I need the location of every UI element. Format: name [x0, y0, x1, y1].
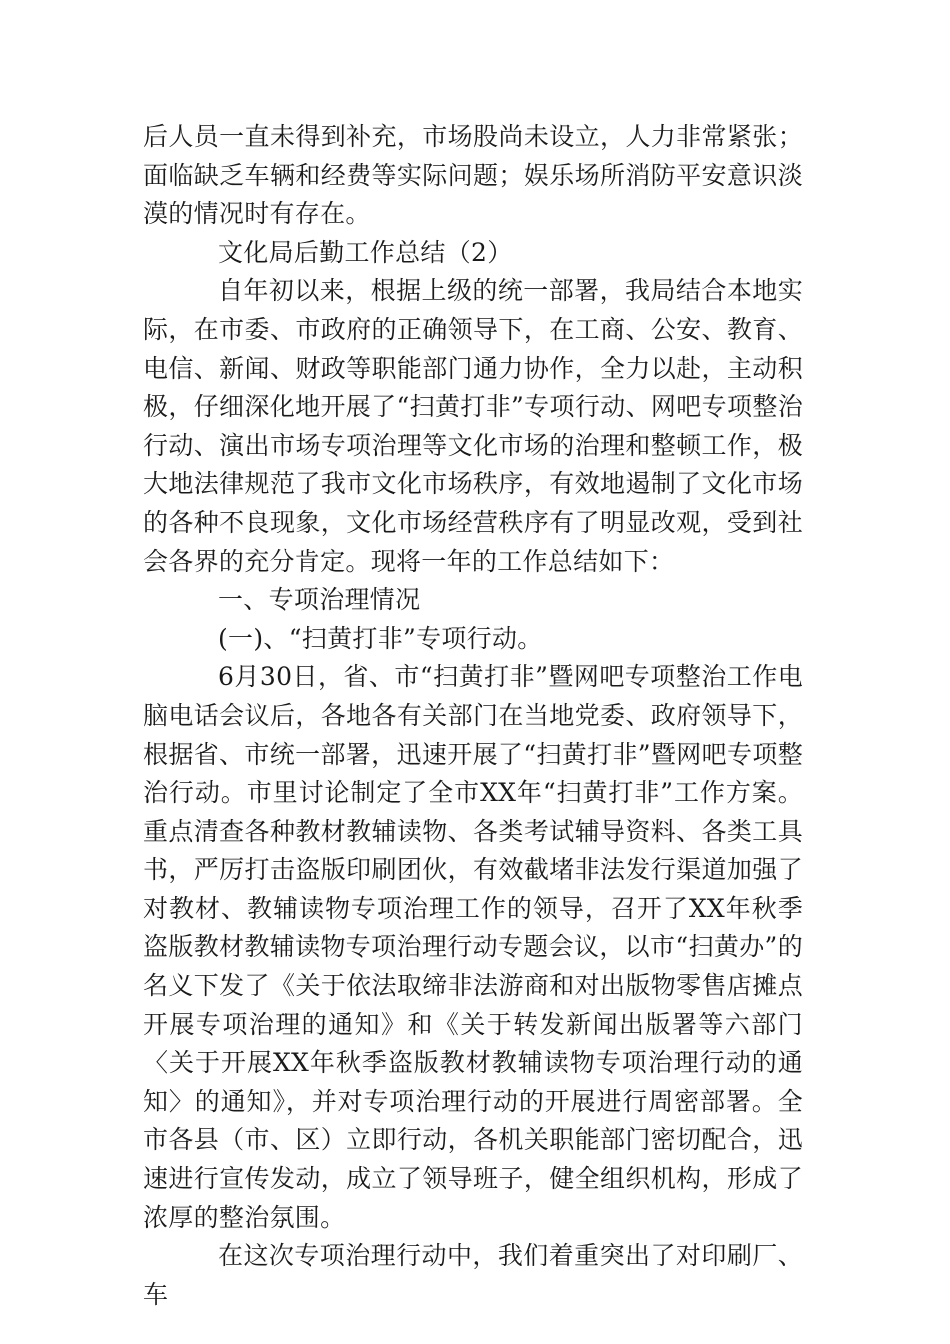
section-title: 文化局后勤工作总结（2）: [218, 237, 513, 267]
paragraph-body: 6月30日，省、市“扫黄打非”暨网吧专项整治工作电脑电话会议后，各地各有关部门在当地党委、政府领导下，根据省、市统一部署，迅速开展了“扫黄打非”暨网吧专项整治行动。市里讨论制定了全市XX年“扫黄打非”工作方案。重点清查各种教材教辅读物、各类考试辅导资料、各类工具书，严厉打击盗版印刷团伙，有效截堵非法发行渠道加强了对教材、教辅读物专项治理工作的领导，召开了XX年秋季盗版教材教辅读物专项治理行动专题会议，以市“扫黄办”的名义下发了《关于依法取缔非法游商和对出版物零售店摊点开展专项治理的通知》和《关于转发新闻出版署等六部门〈关于开展XX年秋季盗版教材教辅读物专项治理行动的通知〉的通知》，并对专项治理行动的开展进行周密部署。全市各县（市、区）立即行动，各机关职能部门密切配合，迅速进行宣传发动，成立了领导班子，健全组织机构，形成了浓厚的整治氛围。: [143, 662, 803, 1232]
heading-level-2: (一)、“扫黄打非”专项行动。: [218, 623, 543, 653]
paragraph-intro: 自年初以来，根据上级的统一部署，我局结合本地实际，在市委、市政府的正确领导下，在工商、公安、教育、电信、新闻、财政等职能部门通力协作，全力以赴，主动积极，仔细深化地开展了“扫黄打非”专项行动、网吧专项整治行动、演出市场专项治理等文化市场的治理和整顿工作，极大地法律规范了我市文化市场秩序，有效地遏制了文化市场的各种不良现象，文化市场经营秩序有了明显改观，受到社会各界的充分肯定。现将一年的工作总结如下：: [143, 276, 803, 576]
paragraph-continuation: 后人员一直未得到补充，市场股尚未设立，人力非常紧张；面临缺乏车辆和经费等实际问题；娱乐场所消防平安意识淡漠的情况时有存在。: [143, 122, 803, 229]
document-body: [143, 118, 803, 1314]
paragraph-last: 在这次专项治理行动中，我们着重突出了对印刷厂、车: [143, 1241, 803, 1309]
heading-level-1: 一、专项治理情况: [218, 585, 421, 615]
